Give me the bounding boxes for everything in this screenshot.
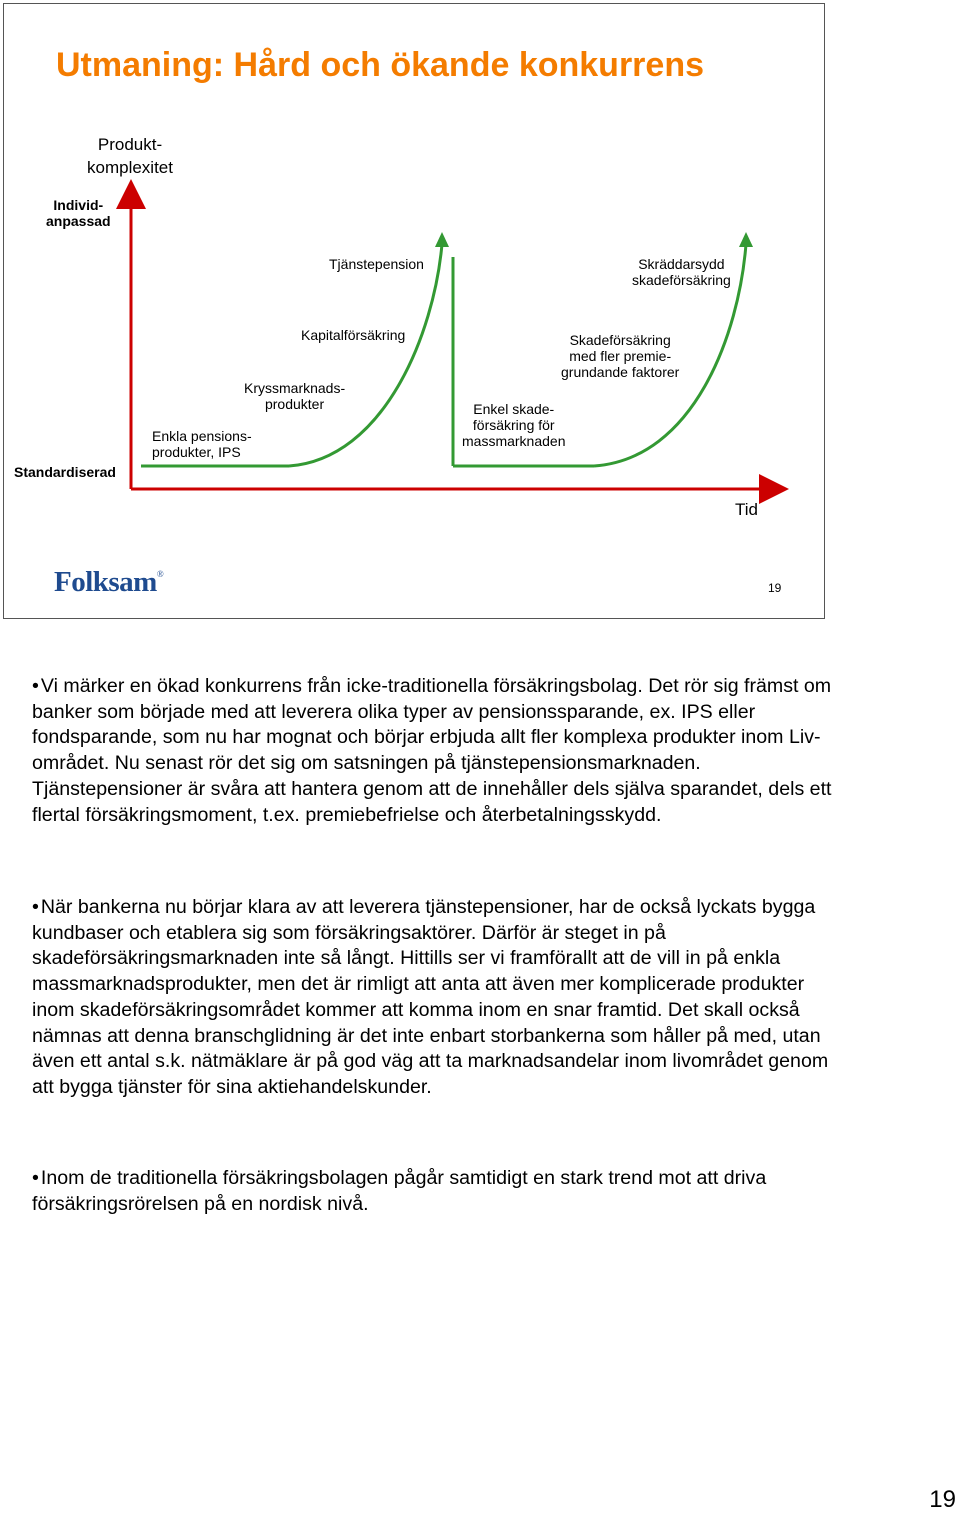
y-bottom-label: Standardiserad [14,464,116,480]
paragraph-3-text: Inom de traditionella försäkringsbolagen pågår samtidigt en stark trend mot att driva försäkringsrörelsen på en nordisk nivå. [32,1167,767,1215]
label-skade-fler: Skadeförsäkring med fler premie- grundande faktorer [561,332,680,380]
curve-1-arrowhead [435,232,449,247]
paragraph-2-text: När bankerna nu börjar klara av att leverera tjänstepensioner, har de också lyckats bygga kundbaser och etablera sig som försäkringsaktörer. Därför är steget in på skadeförsäkringsmarknaden inte så långt. Hittills ser vi framförallt att de vill in på enkla massmarknadsprodukter, men det är rimligt att anta att även mer komplicerade produkter inom skadeförsäkringsområdet kommer att komma inom en snar framtid. Det skall också nämnas att denna branschglidning är det inte enbart storbankerna som håller på med, utan även ett antal s.k. nätmäklare är på god väg att ta marknadsandelar inom livområdet genom att bygga tjänster för sina aktiehandelskunder. [32,896,829,1098]
page-number: 19 [929,1486,956,1513]
slide-number: 19 [768,581,782,595]
bullet-icon: • [32,1167,39,1189]
paragraph-2 [32,895,832,1101]
label-enkel-skade: Enkel skade- försäkring för massmarknaden [462,401,566,449]
paragraph-3 [32,1166,832,1217]
label-kapital: Kapitalförsäkring [301,327,406,343]
label-skraddarsydd: Skräddarsydd skadeförsäkring [632,256,731,288]
label-kryssmarknad: Kryssmarknads- produkter [244,380,346,412]
x-axis-label: Tid [735,500,758,519]
y-axis-label: Produkt- komplexitet [87,135,173,177]
slide-title: Utmaning: Hård och ökande konkurrens [56,46,704,84]
paragraph-1-text: Vi märker en ökad konkurrens från icke-traditionella försäkringsbolag. Det rör sig främst om banker som började med att leverera olika typer av pensionssparande, ex. IPS eller fondsparande, som nu har mognat och börjar erbjuda allt fler komplexa produkter inom Liv-området. Nu senast rör det sig om satsningen på tjänstepensionsmarknaden. Tjänstepensioner är svåra att hantera genom att de innehåller dels själva sparandet, dels ett flertal försäkringsmoment, t.ex. premiebefrielse och återbetalningsskydd. [32,675,832,826]
folksam-logo: Folksam® [54,566,164,598]
diagram [4,4,826,620]
paragraph-1 [32,674,832,828]
bullet-icon: • [32,896,39,918]
curve-1 [289,244,442,466]
bullet-icon: • [32,675,39,697]
label-enkla-pension: Enkla pensions- produkter, IPS [152,428,252,460]
curve-2-arrowhead [739,232,753,247]
label-tjanstepension: Tjänstepension [329,256,424,272]
slide [3,3,825,619]
y-top-label: Individ- anpassad [46,197,111,229]
